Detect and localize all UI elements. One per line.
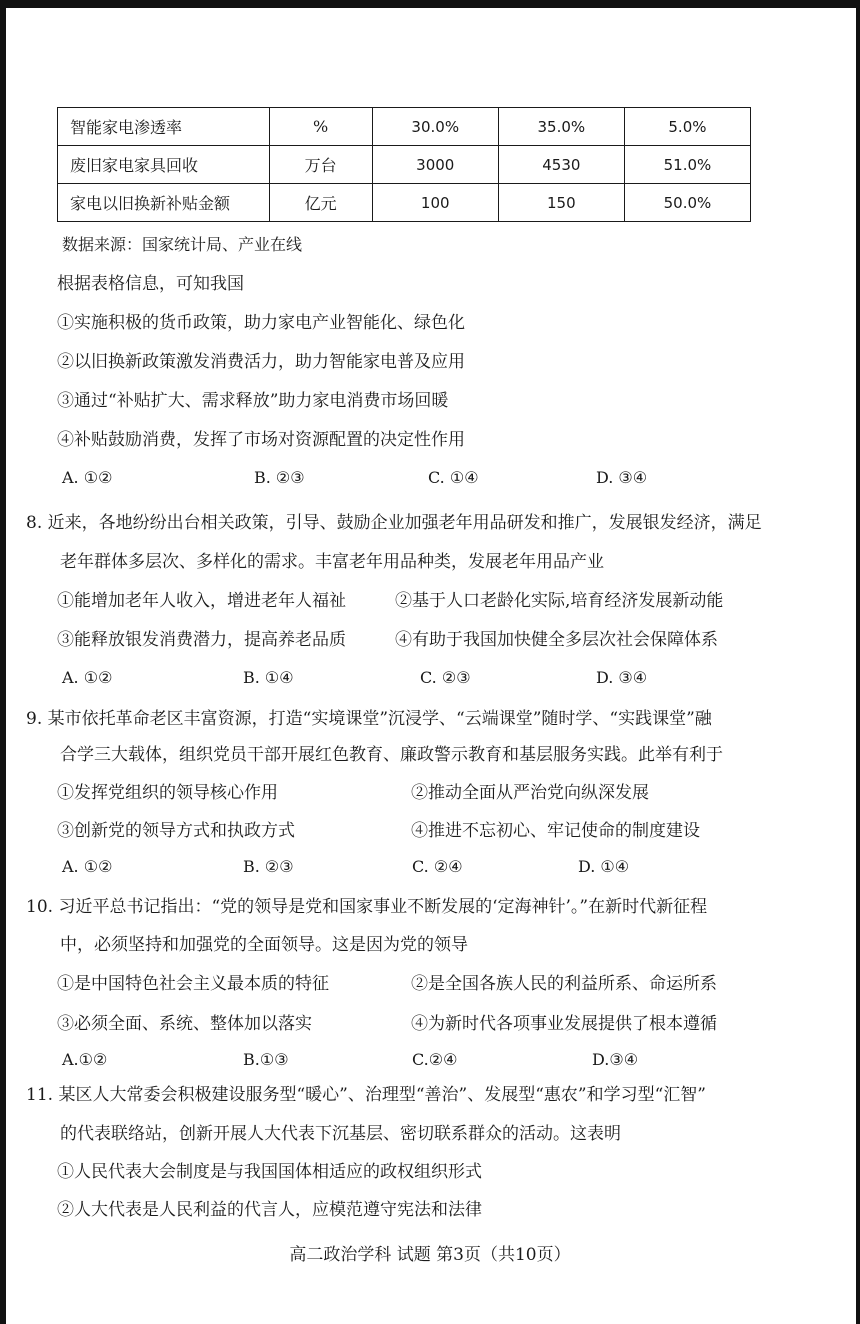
q7-option-2: ②以旧换新政策激发消费活力，助力智能家电普及应用 [57, 352, 465, 372]
q7-answer-b[interactable]: B. ②③ [254, 468, 305, 487]
table-cell: 50.0% [624, 184, 750, 222]
q8-option-2: ②基于人口老龄化实际,培育经济发展新动能 [395, 591, 724, 611]
q7-answer-c[interactable]: C. ①④ [428, 468, 479, 487]
table-row [58, 108, 751, 146]
q11-stem-line-1: 11. 某区人大常委会积极建设服务型“暖心”、治理型“善治”、发展型“惠农”和学习型“汇智” [26, 1085, 706, 1105]
q8-stem-line-2: 老年群体多层次、多样化的需求。丰富老年用品种类，发展老年用品产业 [60, 552, 604, 572]
q8-option-1: ①能增加老年人收入，增进老年人福祉 [57, 591, 346, 611]
q8-option-4: ④有助于我国加快健全多层次社会保障体系 [395, 630, 718, 650]
q9-answer-a[interactable]: A. ①② [62, 857, 113, 876]
table-cell: 家电以旧换新补贴金额 [58, 184, 270, 222]
q11-option-2: ②人大代表是人民利益的代言人，应模范遵守宪法和法律 [57, 1200, 482, 1220]
q10-answer-c[interactable]: C.②④ [412, 1050, 458, 1069]
q9-option-1: ①发挥党组织的领导核心作用 [57, 783, 278, 803]
q10-option-3: ③必须全面、系统、整体加以落实 [57, 1014, 312, 1034]
data-source: 数据来源：国家统计局、产业在线 [62, 235, 303, 254]
q9-answer-d[interactable]: D. ①④ [578, 857, 630, 876]
q8-option-3: ③能释放银发消费潜力，提高养老品质 [57, 630, 346, 650]
q9-option-4: ④推进不忘初心、牢记使命的制度建设 [411, 821, 700, 841]
q9-stem-line-2: 合学三大载体，组织党员干部开展红色教育、廉政警示教育和基层服务实践。此举有利于 [60, 745, 723, 765]
q8-answer-c[interactable]: C. ②③ [420, 668, 471, 687]
table-cell: 5.0% [624, 108, 750, 146]
q10-answer-b[interactable]: B.①③ [243, 1050, 289, 1069]
q11-option-1: ①人民代表大会制度是与我国国体相适应的政权组织形式 [57, 1162, 482, 1182]
q9-stem-line-1: 9. 某市依托革命老区丰富资源，打造“实境课堂”沉浸学、“云端课堂”随时学、“实践课堂”融 [26, 709, 712, 729]
table-cell: 智能家电渗透率 [58, 108, 270, 146]
q9-answer-b[interactable]: B. ②③ [243, 857, 294, 876]
table-row [58, 184, 751, 222]
table-cell: % [269, 108, 372, 146]
q9-answer-c[interactable]: C. ②④ [412, 857, 463, 876]
table-cell: 35.0% [498, 108, 624, 146]
q7-answer-d[interactable]: D. ③④ [596, 468, 648, 487]
q10-stem-line-2: 中，必须坚持和加强党的全面领导。这是因为党的领导 [60, 935, 468, 955]
q8-answer-d[interactable]: D. ③④ [596, 668, 648, 687]
data-table [57, 107, 751, 222]
table-cell: 51.0% [624, 146, 750, 184]
q7-option-1: ①实施积极的货币政策，助力家电产业智能化、绿色化 [57, 313, 465, 333]
q7-option-3: ③通过“补贴扩大、需求释放”助力家电消费市场回暖 [57, 391, 449, 411]
q7-answer-a[interactable]: A. ①② [62, 468, 113, 487]
table-cell: 100 [372, 184, 498, 222]
table-cell: 废旧家电家具回收 [58, 146, 270, 184]
scan-edge-right [856, 0, 860, 1324]
q10-answer-a[interactable]: A.①② [62, 1050, 108, 1069]
q9-option-3: ③创新党的领导方式和执政方式 [57, 821, 295, 841]
scan-edge-left [0, 0, 6, 1324]
q10-option-1: ①是中国特色社会主义最本质的特征 [57, 974, 329, 994]
q10-option-2: ②是全国各族人民的利益所系、命运所系 [411, 974, 717, 994]
table-cell: 3000 [372, 146, 498, 184]
q8-stem-line-1: 8. 近来，各地纷纷出台相关政策，引导、鼓励企业加强老年用品研发和推广，发展银发经济，满足 [26, 513, 762, 533]
q7-stem: 根据表格信息，可知我国 [57, 274, 244, 294]
page-footer: 高二政治学科 试题 第3页（共10页） [289, 1245, 571, 1265]
q10-stem-line-1: 10. 习近平总书记指出：“党的领导是党和国家事业不断发展的‘定海神针’。”在新时代新征程 [26, 897, 708, 917]
q7-option-4: ④补贴鼓励消费，发挥了市场对资源配置的决定性作用 [57, 430, 465, 450]
table-cell: 30.0% [372, 108, 498, 146]
table-cell: 150 [498, 184, 624, 222]
table-cell: 亿元 [269, 184, 372, 222]
q11-stem-line-2: 的代表联络站，创新开展人大代表下沉基层、密切联系群众的活动。这表明 [60, 1124, 621, 1144]
table-cell: 4530 [498, 146, 624, 184]
q9-option-2: ②推动全面从严治党向纵深发展 [411, 783, 649, 803]
table-cell: 万台 [269, 146, 372, 184]
q10-answer-d[interactable]: D.③④ [592, 1050, 639, 1069]
table-row [58, 146, 751, 184]
q10-option-4: ④为新时代各项事业发展提供了根本遵循 [411, 1014, 717, 1034]
q8-answer-b[interactable]: B. ①④ [243, 668, 294, 687]
q8-answer-a[interactable]: A. ①② [62, 668, 113, 687]
scan-edge-top [0, 0, 860, 8]
